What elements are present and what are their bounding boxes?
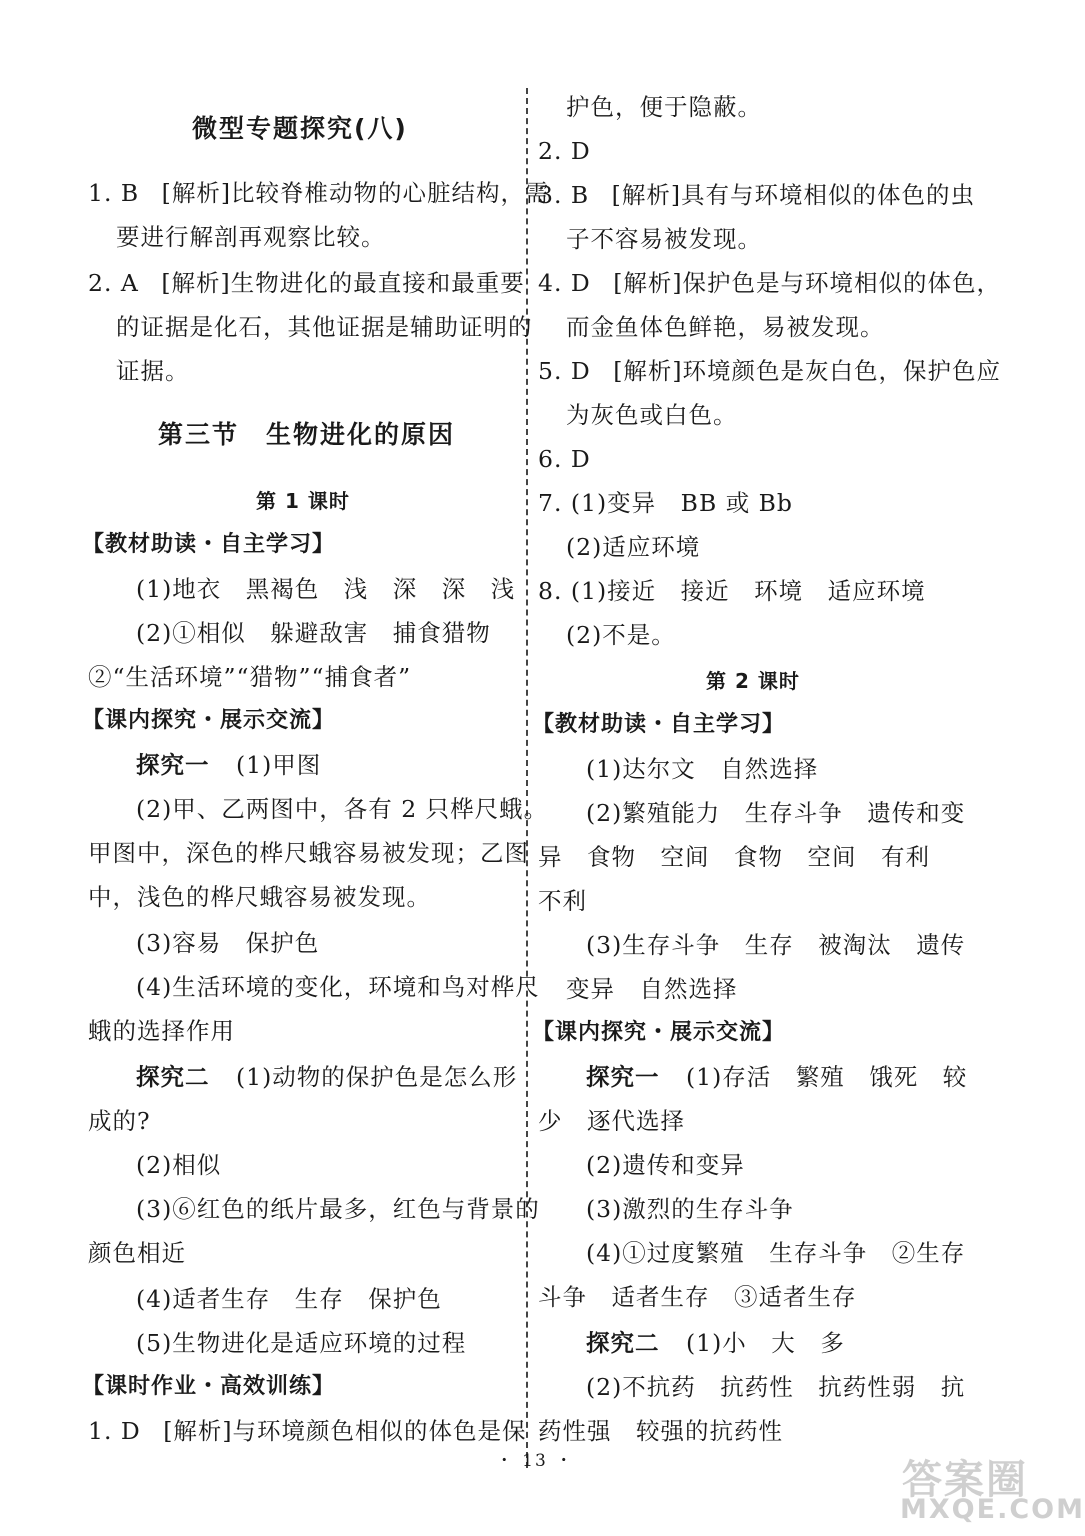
section-header: 【课内探究・展示交流】 xyxy=(82,708,336,733)
section-header: 【教材助读・自主学习】 xyxy=(82,532,336,557)
answer-label: 3. B xyxy=(538,181,590,209)
answer-text: (2)繁殖能力 生存斗争 遗传和变 xyxy=(586,799,966,827)
answer-label: 1. D xyxy=(88,1417,141,1445)
watermark xyxy=(896,1448,1085,1530)
answer-text: (2)不是。 xyxy=(566,621,676,649)
watermark-url: MXQE.COM xyxy=(900,1494,1085,1525)
answer-text: (1)动物的保护色是怎么形 xyxy=(235,1063,518,1091)
answer-text: (2)相似 xyxy=(136,1151,222,1179)
inquiry-1 xyxy=(586,1062,967,1092)
topic-title: 微型专题探究(八) xyxy=(192,114,408,143)
watermark-logo: 答案圈 xyxy=(902,1457,1028,1503)
section-header: 【教材助读・自主学习】 xyxy=(532,712,786,737)
answer-text: 异 食物 空间 食物 空间 有利 xyxy=(538,843,930,871)
inquiry-1 xyxy=(136,750,321,780)
answer-text: (4)①过度繁殖 生存斗争 ②生存 xyxy=(586,1239,966,1267)
answer-text: 8. (1)接近 接近 环境 适应环境 xyxy=(538,577,926,605)
answer-text: (2)不抗药 抗药性 抗药性弱 抗 xyxy=(586,1373,966,1401)
answer-text: (1)地衣 黑褐色 浅 深 深 浅 xyxy=(136,575,516,603)
page-number: ・ 13 ・ xyxy=(495,1451,575,1471)
section-header: 【课时作业・高效训练】 xyxy=(82,1374,336,1399)
answer-text: (1)存活 繁殖 饿死 较 xyxy=(685,1063,968,1091)
answer-text: (3)⑥红色的纸片最多，红色与背景的 xyxy=(136,1195,540,1223)
answer-text: 6. D xyxy=(538,445,591,473)
inquiry-label: 探究二 xyxy=(586,1329,660,1357)
answer-text: 护色，便于隐蔽。 xyxy=(566,93,762,121)
answer-2 xyxy=(88,268,525,298)
answer-text: 不利 xyxy=(538,887,587,915)
answer-text: (2)遗传和变异 xyxy=(586,1151,745,1179)
answer-text: 7. (1)变异 BB 或 Bb xyxy=(538,489,793,517)
answer-text: (2)适应环境 xyxy=(566,533,701,561)
homework-3 xyxy=(538,180,975,210)
answer-text: [解析]保护色是与环境相似的体色， xyxy=(613,269,1002,297)
lesson-title: 第 1 课时 xyxy=(256,489,350,513)
answer-text: 为灰色或白色。 xyxy=(566,401,738,429)
inquiry-label: 探究一 xyxy=(136,751,210,779)
answer-text: (5)生物进化是适应环境的过程 xyxy=(136,1329,467,1357)
answer-text: 的证据是化石，其他证据是辅助证明的 xyxy=(116,313,533,341)
answer-label: 4. D xyxy=(538,269,591,297)
answer-text: 而金鱼体色鲜艳，易被发现。 xyxy=(566,313,885,341)
section-header: 【课内探究・展示交流】 xyxy=(532,1020,786,1045)
answer-text: (4)适者生存 生存 保护色 xyxy=(136,1285,442,1313)
inquiry-label: 探究一 xyxy=(586,1063,660,1091)
answer-text: 蛾的选择作用 xyxy=(88,1017,235,1045)
homework-5 xyxy=(538,356,1001,386)
answer-text: 变异 自然选择 xyxy=(566,975,738,1003)
answer-text: [解析]与环境颜色相似的体色是保 xyxy=(163,1417,527,1445)
answer-label: 1. B xyxy=(88,179,140,207)
answer-text: 成的? xyxy=(88,1107,151,1135)
answer-text: 中，浅色的桦尺蛾容易被发现。 xyxy=(88,883,431,911)
lesson-title: 第 2 课时 xyxy=(706,669,800,693)
answer-text: 2. D xyxy=(538,137,591,165)
answer-text: [解析]比较脊椎动物的心脏结构，需 xyxy=(161,179,550,207)
answer-text: [解析]生物进化的最直接和最重要 xyxy=(161,269,525,297)
answer-label: 2. A xyxy=(88,269,139,297)
answer-text: 斗争 适者生存 ③适者生存 xyxy=(538,1283,857,1311)
answer-text: 甲图中，深色的桦尺蛾容易被发现；乙图 xyxy=(88,839,529,867)
inquiry-2 xyxy=(136,1062,517,1092)
homework-4 xyxy=(538,268,1001,298)
column-divider xyxy=(526,88,528,1468)
section-title: 第三节 生物进化的原因 xyxy=(158,420,456,449)
answer-text: 要进行解剖再观察比较。 xyxy=(116,223,386,251)
answer-text: ②“生活环境”“猎物”“捕食者” xyxy=(88,663,412,691)
answer-text: 颜色相近 xyxy=(88,1239,186,1267)
answer-text: (2)①相似 躲避敌害 捕食猎物 xyxy=(136,619,491,647)
answer-text: (4)生活环境的变化，环境和鸟对桦尺 xyxy=(136,973,540,1001)
answer-text: 子不容易被发现。 xyxy=(566,225,762,253)
answer-text: (3)生存斗争 生存 被淘汰 遗传 xyxy=(586,931,966,959)
inquiry-label: 探究二 xyxy=(136,1063,210,1091)
homework-1 xyxy=(88,1416,527,1446)
answer-text: [解析]具有与环境相似的体色的虫 xyxy=(611,181,975,209)
answer-text: [解析]环境颜色是灰白色，保护色应 xyxy=(613,357,1002,385)
answer-text: (1)达尔文 自然选择 xyxy=(586,755,819,783)
answer-text: (1)甲图 xyxy=(235,751,322,779)
answer-text: 少 逐代选择 xyxy=(538,1107,685,1135)
answer-text: (3)激烈的生存斗争 xyxy=(586,1195,794,1223)
answer-text: (1)小 大 多 xyxy=(685,1329,845,1357)
answer-label: 5. D xyxy=(538,357,591,385)
answer-text: (3)容易 保护色 xyxy=(136,929,320,957)
answer-text: (2)甲、乙两图中，各有 2 只桦尺蛾。 xyxy=(136,795,549,823)
answer-text: 药性强 较强的抗药性 xyxy=(538,1417,783,1445)
answer-1 xyxy=(88,178,550,208)
inquiry-2 xyxy=(586,1328,845,1358)
answer-text: 证据。 xyxy=(116,357,190,385)
